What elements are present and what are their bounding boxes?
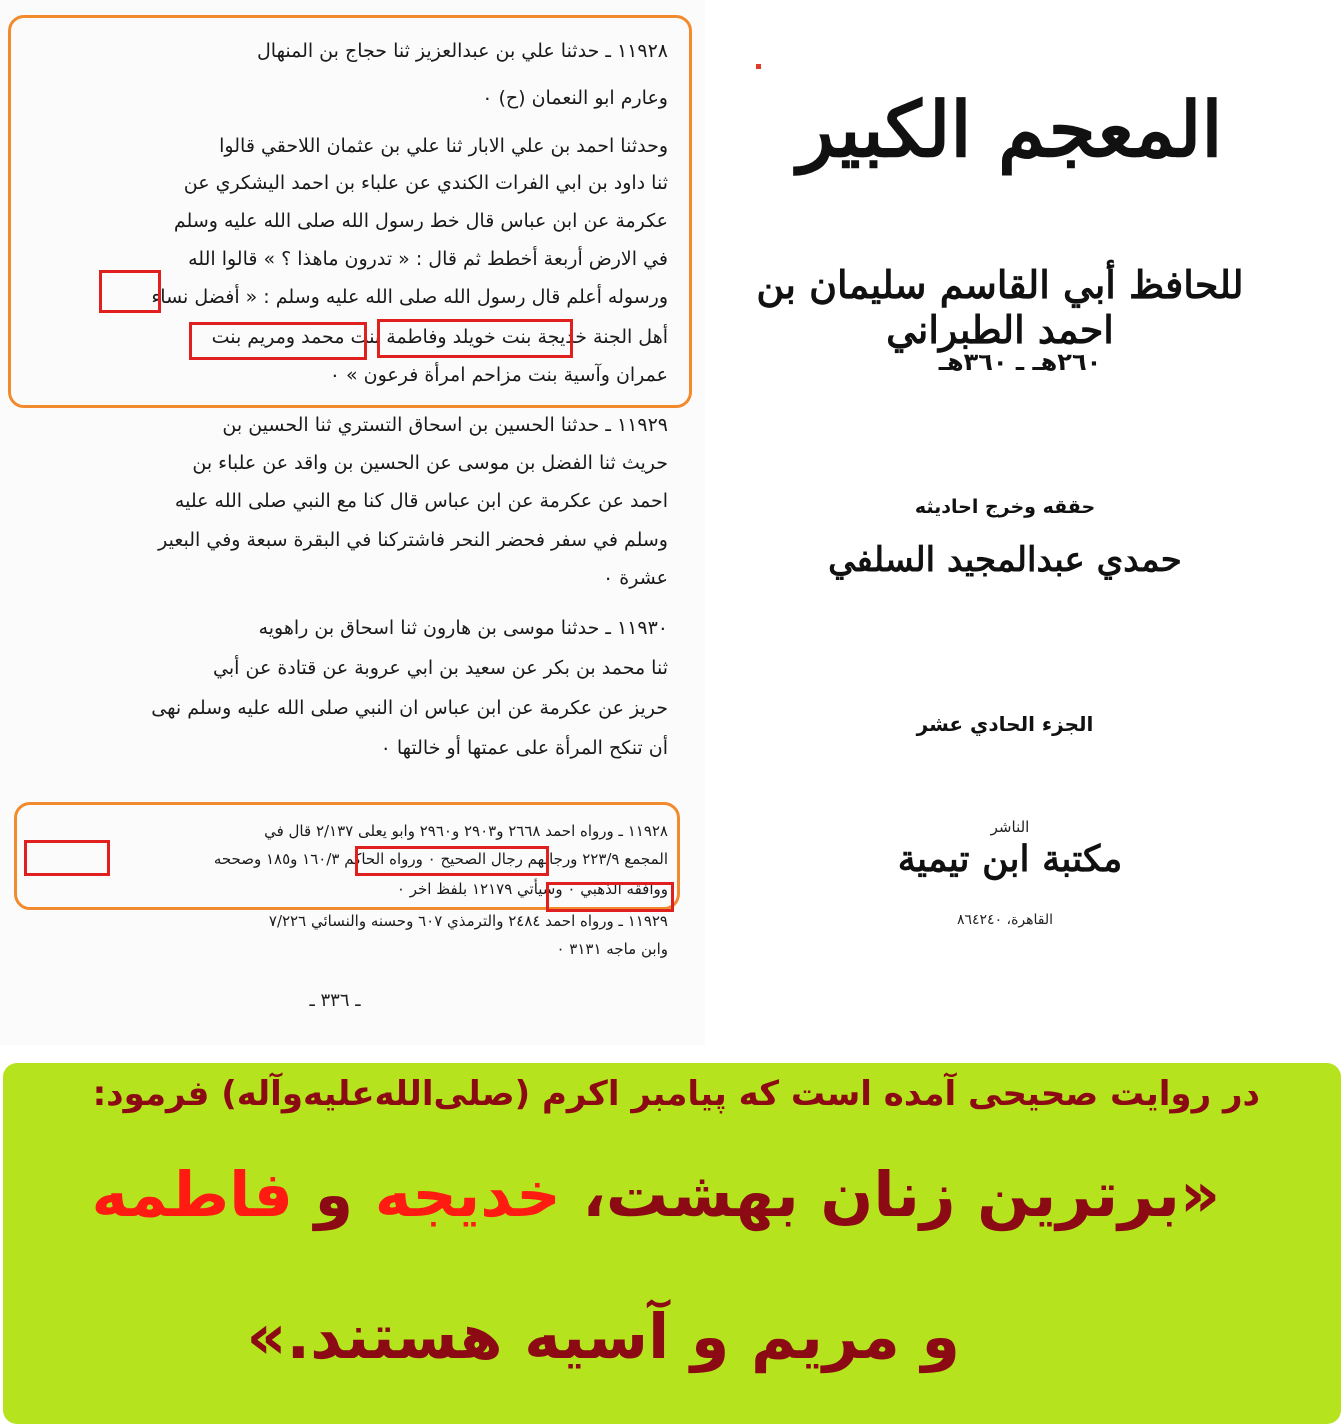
hadith-1928-line-3: وحدثنا احمد بن علي الابار ثنا علي بن عثمان اللاحقي قالوا	[219, 135, 668, 157]
banner-quote-part1: «برترین زنان بهشت،	[560, 1158, 1220, 1231]
hadith-1929-line-4: وسلم في سفر فحضر النحر فاشتركنا في البقرة سبعة وفي البعير	[158, 529, 668, 551]
book-author: للحافظ أبي القاسم سليمان بن احمد الطبراني	[756, 262, 1244, 352]
hadith-1928-line-9: عمران وآسية بنت مزاحم امرأة فرعون » ٠	[329, 364, 668, 386]
hadith-1930-line-1: ١١٩٣٠ ـ حدثنا موسى بن هارون ثنا اسحاق بن راهويه	[258, 617, 668, 639]
highlight-afdal-box	[99, 270, 161, 313]
publisher-name: مكتبة ابن تيمية	[897, 838, 1123, 880]
hadith-1928-line-6: في الارض أربعة أخطط ثم قال : « تدرون ماهذا ؟ » قالوا الله	[188, 248, 668, 270]
highlight-sahih-narrators-box	[355, 846, 549, 876]
banner-fatima: فاطمه	[91, 1158, 293, 1231]
highlight-dhahabi-box	[546, 882, 674, 912]
hadith-1930-line-2: ثنا محمد بن بكر عن سعيد بن ابي عروبة عن قتادة عن أبي	[213, 657, 668, 679]
hadith-1928-line-2: وعارم ابو النعمان (ح) ٠	[482, 87, 668, 109]
footnote-line-4: ١١٩٢٩ ـ ورواه احمد ٢٤٨٤ والترمذي ٦٠٧ وحسنه والنسائي ٧/٢٢٦	[268, 912, 668, 930]
hadith-1929-line-2: حريث ثنا الفضل بن موسى عن الحسين بن واقد عن علباء بن	[192, 452, 668, 474]
banner-intro-line: در روایت صحیحی آمده است که پیامبر اکرم (صلی‌الله‌علیه‌وآله) فرمود:	[92, 1074, 1260, 1114]
publisher-city: القاهرة، ٨٦٤٢٤٠	[956, 912, 1054, 928]
footnote-line-2: المجمع ٢٢٣/٩ ورجالهم رجال الصحيح ٠ ورواه الحاكم ١٦٠/٣ و١٨٥ وصححه	[213, 850, 668, 868]
hadith-1928-line-5: عكرمة عن ابن عباس قال خط رسول الله صلى الله عليه وسلم	[173, 210, 668, 232]
highlight-sahhahahu-box	[24, 840, 110, 876]
banner-quote-line-1	[40, 1158, 1220, 1231]
edited-by-label: حققه وخرج احاديثه	[914, 496, 1096, 518]
hadith-1929-line-1: ١١٩٢٩ ـ حدثنا الحسين بن اسحاق التستري ثنا الحسين بن	[222, 414, 668, 436]
editor-name: حمدي عبدالمجيد السلفي	[828, 540, 1182, 580]
footnote-line-3: ووافقه الذهبي ٠ وسيأتي ١٢١٧٩ بلفظ اخر ٠	[396, 880, 668, 898]
hadith-1929-line-3: احمد عن عكرمة عن ابن عباس قال كنا مع النبي صلى الله عليه	[174, 490, 668, 512]
banner-quote-line-2: و مریم و آسیه هستند.»	[246, 1300, 960, 1373]
hadith-1930-line-3: حريز عن عكرمة عن ابن عباس ان النبي صلى الله عليه وسلم نهى	[151, 697, 668, 719]
hadith-page	[0, 0, 705, 1045]
publisher-label: الناشر	[990, 818, 1030, 836]
hadith-1929-line-5: عشرة ٠	[603, 567, 668, 589]
hadith-1928-line-4: ثنا داود بن ابي الفرات الكندي عن علباء بن احمد اليشكري عن	[183, 172, 668, 194]
hadith-1928-line-7: ورسوله أعلم قال رسول الله صلى الله عليه وسلم : « أفضل نساء	[151, 286, 668, 308]
hadith-1930-line-4: أن تنكح المرأة على عمتها أو خالتها ٠	[380, 737, 668, 759]
banner-khadija: خدیجه	[374, 1158, 561, 1231]
red-dot-mark	[756, 64, 761, 69]
footnote-line-5: وابن ماجه ٣١٣١ ٠	[556, 940, 668, 958]
page-number: ـ ٣٣٦ ـ	[309, 990, 361, 1011]
volume-label: الجزء الحادي عشر	[916, 712, 1094, 736]
banner-and: و	[292, 1158, 375, 1231]
hadith-1928-line-1: ١١٩٢٨ ـ حدثنا علي بن عبدالعزيز ثنا حجاج بن المنهال	[257, 40, 668, 62]
author-dates: ٢٦٠هـ ـ ٣٦٠هـ	[938, 348, 1102, 376]
hadith-1928-line-8: أهل الجنة خديجة بنت خويلد وفاطمة بنت محمد ومريم بنت	[211, 326, 668, 348]
book-title: المعجم الكبير	[797, 85, 1223, 174]
highlight-khadija-box	[377, 319, 573, 358]
footnote-line-1: ١١٩٢٨ ـ ورواه احمد ٢٦٦٨ و٢٩٠٣ و٢٩٦٠ وابو يعلى ٢/١٣٧ قال في	[264, 822, 668, 840]
highlight-fatima-box	[189, 322, 367, 360]
